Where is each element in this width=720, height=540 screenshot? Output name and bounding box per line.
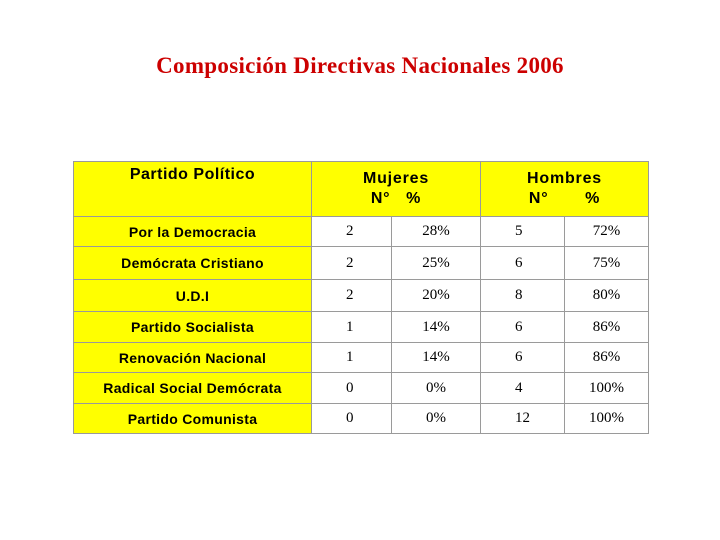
men-percent-cell: 72% (565, 217, 649, 247)
men-percent-cell: 86% (565, 312, 649, 343)
party-name-cell: U.D.I (74, 280, 312, 312)
header-women (312, 162, 481, 217)
header-women-sub (312, 189, 480, 209)
men-count-cell: 5 (481, 217, 565, 247)
men-percent-cell: 100% (565, 404, 649, 434)
men-count-cell: 4 (481, 373, 565, 404)
men-count-cell: 6 (481, 312, 565, 343)
women-percent-cell: 20% (392, 280, 481, 312)
party-name-cell: Por la Democracia (74, 217, 312, 247)
women-percent-cell: 0% (392, 373, 481, 404)
header-women-count: N° (370, 190, 391, 207)
party-name-cell: Renovación Nacional (74, 343, 312, 373)
women-percent-cell: 14% (392, 343, 481, 373)
header-women-percent: % (406, 190, 422, 207)
table-row (74, 373, 649, 404)
header-men-count: N° (528, 190, 549, 207)
page-title: Composición Directivas Nacionales 2006 (156, 53, 564, 78)
men-percent-cell: 100% (565, 373, 649, 404)
party-name-cell: Partido Socialista (74, 312, 312, 343)
women-percent-cell: 28% (392, 217, 481, 247)
women-count-cell: 2 (312, 280, 392, 312)
header-party: Partido Político (74, 162, 312, 217)
composition-table (73, 161, 649, 434)
header-men-sub (481, 189, 648, 209)
table-row (74, 312, 649, 343)
header-men-percent: % (585, 190, 601, 207)
women-percent-cell: 25% (392, 247, 481, 280)
table-row (74, 280, 649, 312)
header-men (481, 162, 649, 217)
women-percent-cell: 14% (392, 312, 481, 343)
men-percent-cell: 80% (565, 280, 649, 312)
header-men-label: Hombres (527, 170, 602, 187)
header-row (74, 162, 649, 217)
table-row (74, 217, 649, 247)
header-women-label: Mujeres (362, 170, 430, 187)
men-count-cell: 12 (481, 404, 565, 434)
women-percent-cell: 0% (392, 404, 481, 434)
men-count-cell: 6 (481, 247, 565, 280)
table-row (74, 247, 649, 280)
women-count-cell: 1 (312, 343, 392, 373)
table-row (74, 404, 649, 434)
women-count-cell: 0 (312, 373, 392, 404)
party-name-cell: Radical Social Demócrata (74, 373, 312, 404)
party-name-cell: Demócrata Cristiano (74, 247, 312, 280)
men-count-cell: 6 (481, 343, 565, 373)
women-count-cell: 2 (312, 217, 392, 247)
men-percent-cell: 75% (565, 247, 649, 280)
women-count-cell: 0 (312, 404, 392, 434)
women-count-cell: 1 (312, 312, 392, 343)
party-name-cell: Partido Comunista (74, 404, 312, 434)
women-count-cell: 2 (312, 247, 392, 280)
men-count-cell: 8 (481, 280, 565, 312)
men-percent-cell: 86% (565, 343, 649, 373)
table-row (74, 343, 649, 373)
